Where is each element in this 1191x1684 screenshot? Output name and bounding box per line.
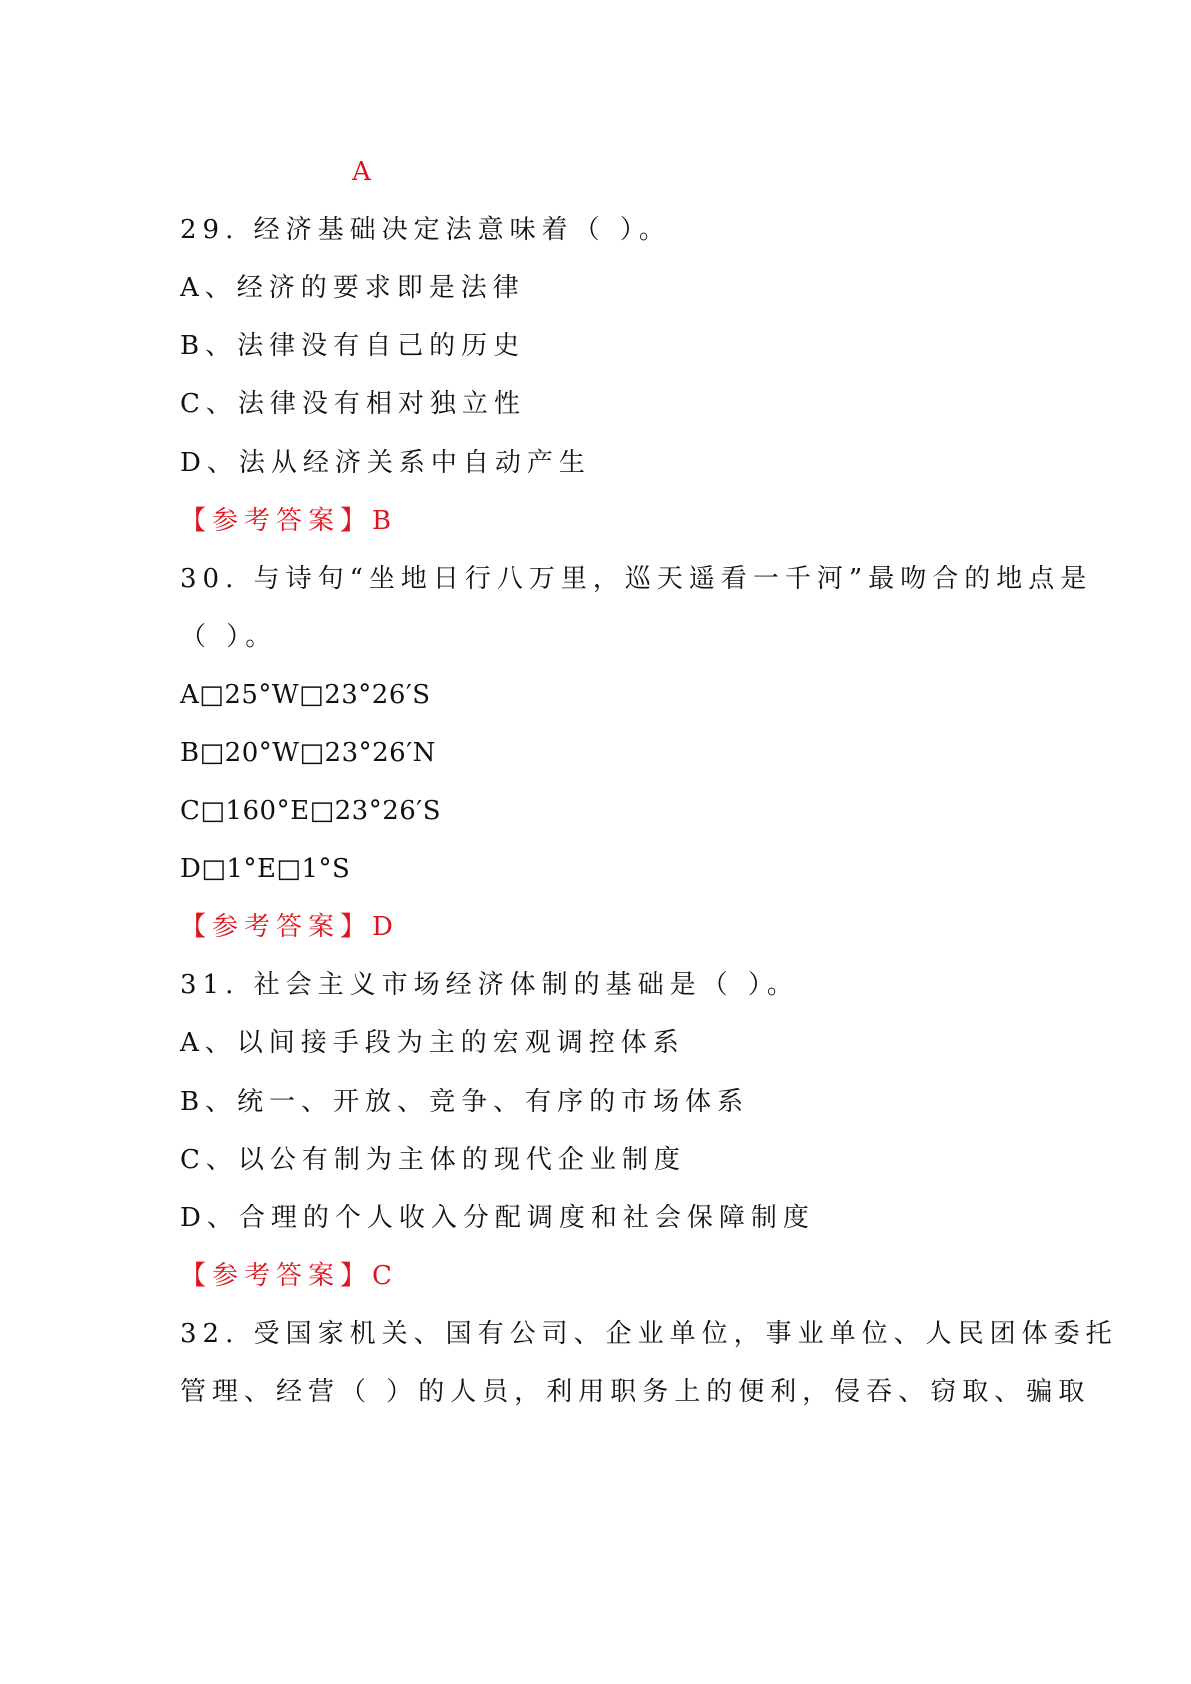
- question-32-stem-line1: 32. 受国家机关、国有公司、企业单位，事业单位、人民团体委托: [180, 1319, 1118, 1349]
- question-31-stem: 31. 社会主义市场经济体制的基础是（ ）。: [180, 970, 799, 1000]
- question-31-option-d: D、合理的个人收入分配调度和社会保障制度: [180, 1203, 815, 1233]
- question-30-option-b: B□20°W□23°26′N: [180, 738, 436, 768]
- question-29-stem: 29. 经济基础决定法意味着（ ）。: [180, 215, 671, 245]
- question-30-option-c: C□160°E□23°26′S: [180, 796, 442, 826]
- question-30-stem-line1: 30. 与诗句“坐地日行八万里，巡天遥看一千河”最吻合的地点是: [180, 564, 1093, 594]
- previous-answer: A: [352, 157, 377, 187]
- question-29-option-d: D、法从经济关系中自动产生: [180, 448, 591, 478]
- question-31-option-b: B、统一、开放、竞争、有序的市场体系: [180, 1087, 750, 1117]
- question-31-option-a: A、以间接手段为主的宏观调控体系: [180, 1028, 685, 1058]
- question-30-stem-line2: （ ）。: [180, 622, 278, 652]
- question-30-answer: 【参考答案】D: [180, 912, 399, 942]
- question-29-option-b: B、法律没有自己的历史: [180, 331, 526, 361]
- question-29-option-a: A、经济的要求即是法律: [180, 273, 525, 303]
- question-31-answer: 【参考答案】C: [180, 1261, 398, 1291]
- question-30-option-a: A□25°W□23°26′S: [180, 680, 431, 710]
- question-29-option-c: C、法律没有相对独立性: [180, 389, 526, 419]
- question-32-stem-line2: 管理、经营（ ）的人员，利用职务上的便利，侵吞、窃取、骗取: [180, 1377, 1091, 1407]
- question-31-option-c: C、以公有制为主体的现代企业制度: [180, 1145, 686, 1175]
- question-30-option-d: D□1°E□1°S: [180, 854, 351, 884]
- question-29-answer: 【参考答案】B: [180, 506, 398, 536]
